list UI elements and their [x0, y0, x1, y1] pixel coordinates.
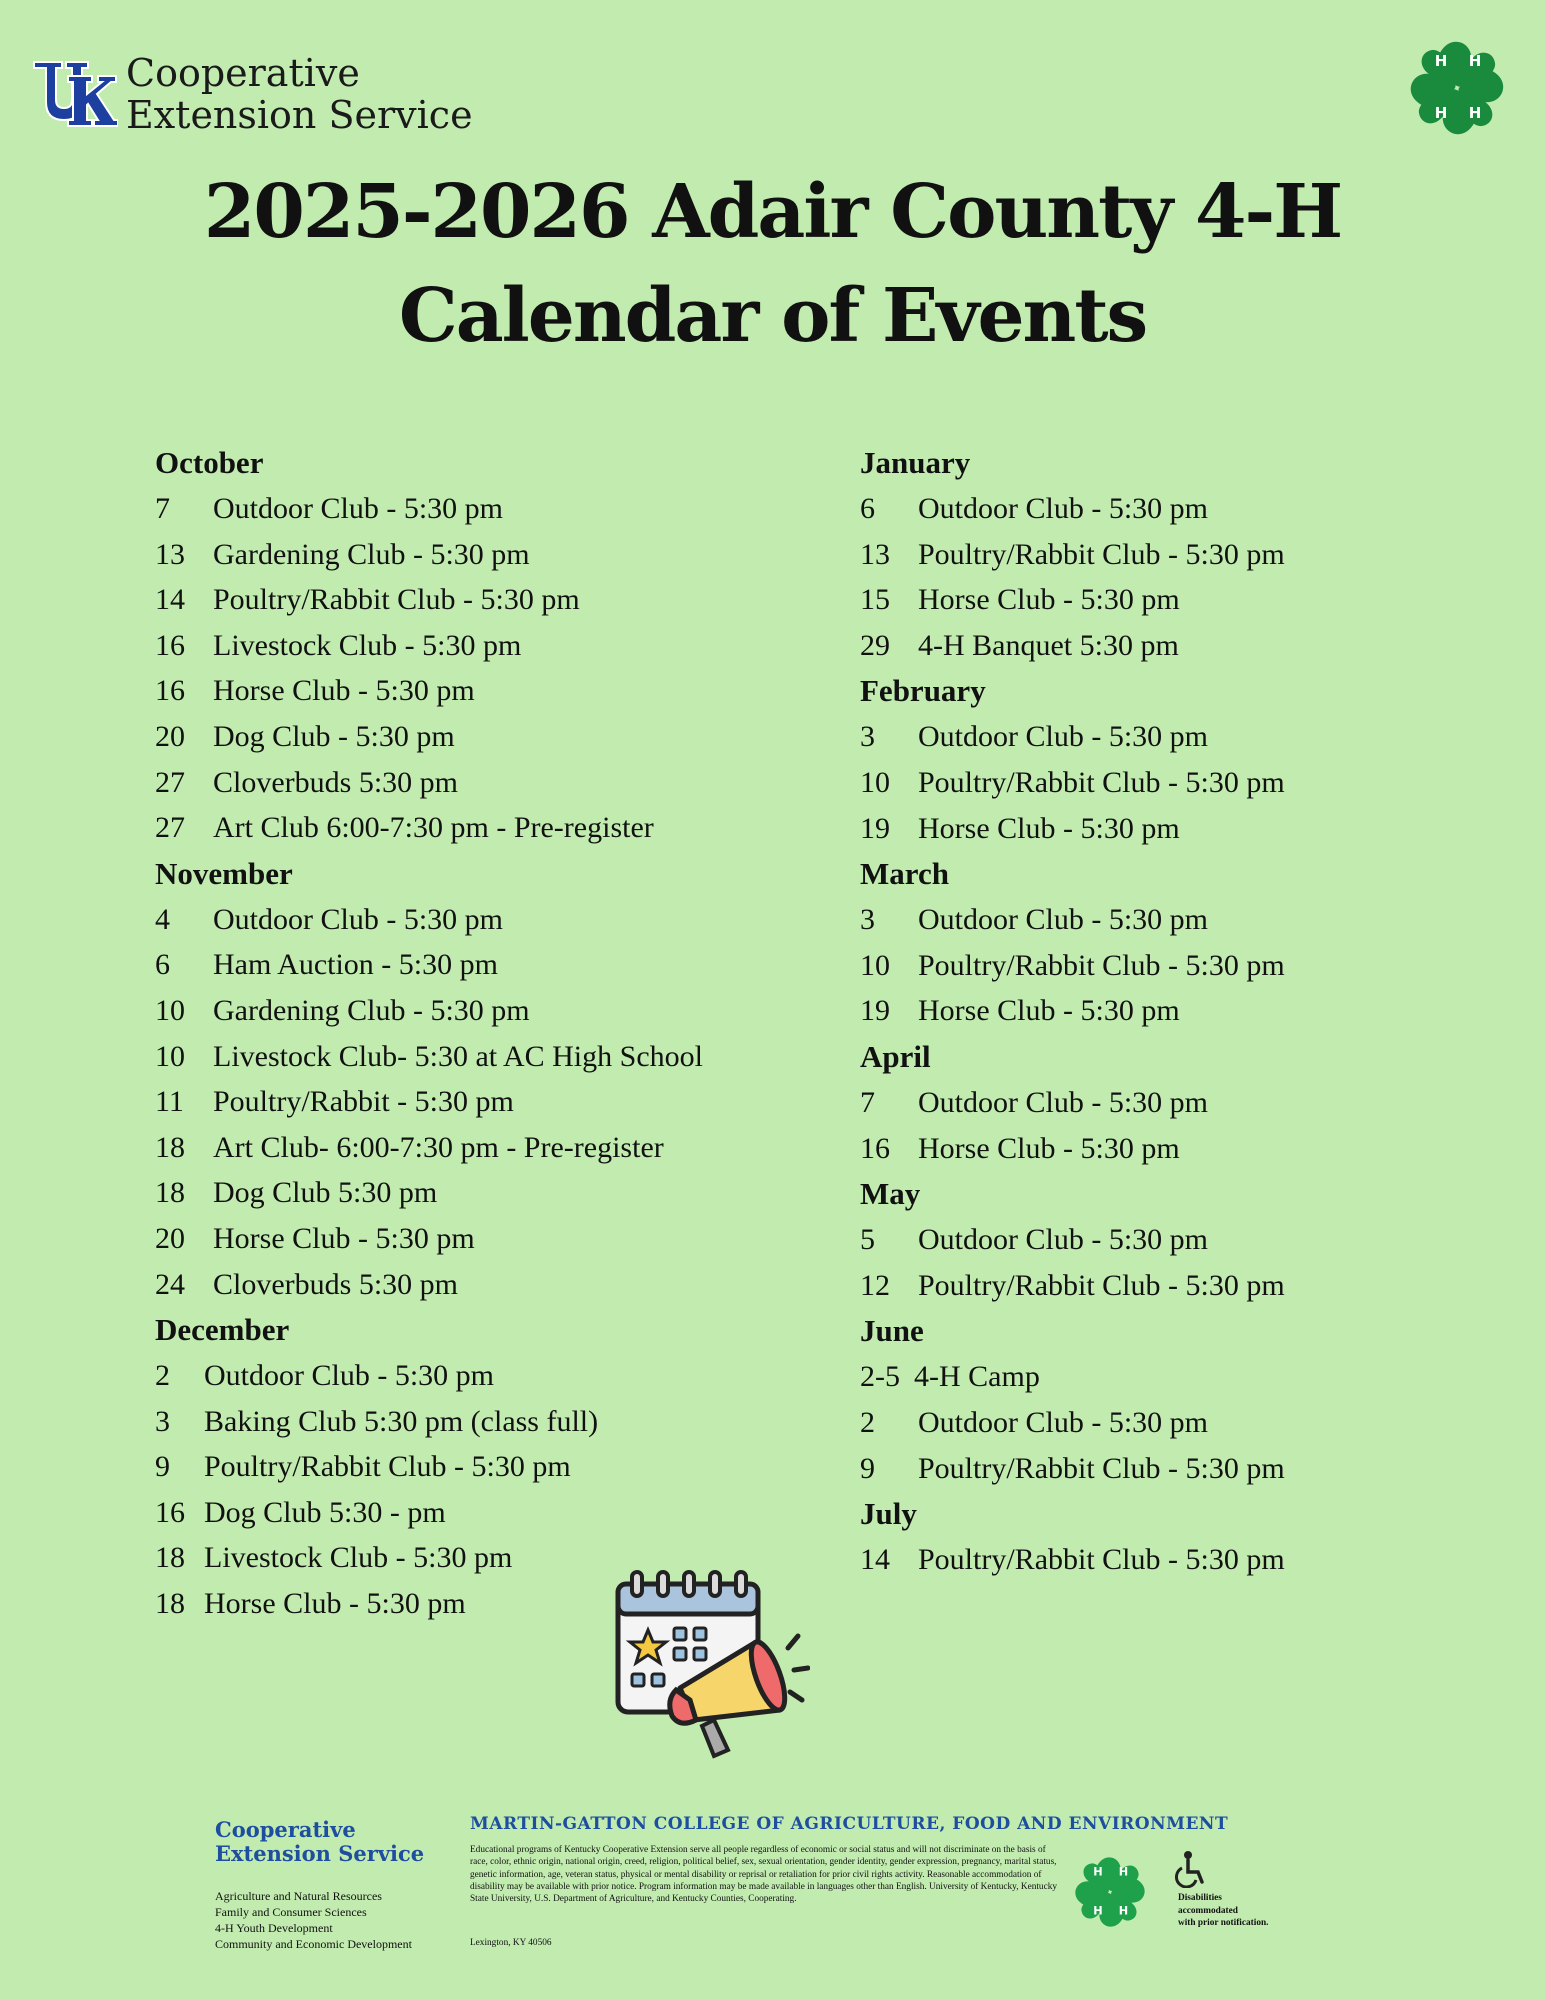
- event-text: Horse Club - 5:30 pm: [213, 674, 475, 708]
- event-row: [860, 1080, 1480, 1126]
- event-day: 14: [155, 583, 185, 617]
- page-title: [0, 160, 1545, 368]
- month-heading: November: [155, 855, 293, 891]
- event-row: [860, 943, 1480, 989]
- event-text: Poultry/Rabbit Club - 5:30 pm: [918, 1543, 1285, 1577]
- svg-text:H: H: [1118, 1904, 1129, 1918]
- event-text: Outdoor Club - 5:30 pm: [213, 492, 503, 525]
- footer-ces-line-1: Cooperative: [215, 1817, 356, 1842]
- event-row: [860, 1217, 1480, 1263]
- event-day: 7: [860, 1085, 875, 1119]
- uk-logo-icon: [32, 58, 118, 130]
- event-text: Dog Club 5:30 pm: [213, 1176, 438, 1210]
- left-calendar-column: [155, 440, 775, 1627]
- month-heading: January: [860, 445, 971, 480]
- event-text: Outdoor Club - 5:30 pm: [918, 1085, 1208, 1119]
- month-heading: March: [860, 856, 949, 892]
- event-text: Outdoor Club - 5:30 pm: [918, 720, 1208, 754]
- event-day: 29: [860, 628, 890, 662]
- event-row: [155, 1079, 775, 1125]
- event-day: 10: [860, 948, 890, 982]
- event-text: Livestock Club - 5:30 pm: [213, 628, 522, 662]
- event-day: 7: [155, 492, 170, 525]
- event-row: [155, 1490, 775, 1536]
- event-text: Cloverbuds 5:30 pm: [213, 1267, 458, 1301]
- title-line-2: Calendar of Events: [398, 273, 1147, 359]
- event-text: Outdoor Club - 5:30 pm: [918, 492, 1208, 525]
- event-day: 12: [860, 1268, 890, 1302]
- event-text: Poultry/Rabbit Club - 5:30 pm: [918, 1451, 1285, 1485]
- month-february: [860, 668, 1480, 851]
- title-line-1: 2025-2026 Adair County 4-H: [203, 169, 1342, 255]
- event-row: [860, 1446, 1480, 1492]
- event-text: Poultry/Rabbit Club - 5:30 pm: [213, 583, 580, 617]
- event-day: 2-5: [860, 1360, 900, 1394]
- event-row: [860, 760, 1480, 806]
- svg-text:H: H: [1468, 52, 1482, 70]
- month-may: [860, 1171, 1480, 1308]
- event-row: [155, 988, 775, 1034]
- org-line-2: Extension Service: [126, 93, 473, 137]
- event-row: [155, 1262, 775, 1308]
- event-text: Livestock Club - 5:30 pm: [204, 1541, 513, 1575]
- event-day: 27: [155, 765, 185, 799]
- event-day: 15: [860, 583, 890, 617]
- event-day: 16: [155, 1495, 185, 1529]
- right-calendar-column: [860, 440, 1480, 1583]
- month-november: [155, 851, 775, 1307]
- disabilities-line: accommodated: [1178, 1905, 1238, 1916]
- event-text: Dog Club 5:30 - pm: [204, 1495, 446, 1529]
- event-text: Poultry/Rabbit Club - 5:30 pm: [918, 537, 1285, 571]
- svg-text:H: H: [1434, 52, 1448, 70]
- event-row: [155, 668, 775, 714]
- svg-text:H: H: [1093, 1865, 1103, 1879]
- event-row: [860, 1354, 1480, 1400]
- event-text: Baking Club 5:30 pm (class full): [204, 1404, 599, 1438]
- footer: [0, 1800, 1545, 2000]
- event-day: 16: [860, 1131, 890, 1165]
- month-march: [860, 851, 1480, 1034]
- svg-text:H: H: [1093, 1904, 1103, 1918]
- event-text: Ham Auction - 5:30 pm: [213, 948, 498, 982]
- month-heading: May: [860, 1176, 921, 1212]
- event-row: [860, 1126, 1480, 1172]
- event-day: 3: [860, 720, 875, 754]
- nondiscrimination-statement: Educational programs of Kentucky Cooperative Extension serve all people regardless of economic or social status and will not discriminate on the basis of race, color, ethnic origin, national origin, creed, religion, political belief, sex, sexual orientation, gender identity, gender expression, pregnancy, marital status, genetic information, age, veteran status, physical or mental disability or reprisal or retaliation for prior civil rights activity. Reasonable accommodation of disability may be available with prior notice. Program information may be made available in languages other than English. University of Kentucky, Kentucky State University, U.S. Department of Agriculture, and Kentucky Counties, Cooperating.: [470, 1845, 1058, 1905]
- footer-program-units: [215, 1888, 412, 1952]
- month-january: [860, 440, 1480, 668]
- calendar-megaphone-icon: [610, 1570, 810, 1770]
- event-row: [155, 1034, 775, 1080]
- event-row: [155, 1216, 775, 1262]
- event-day: 6: [155, 948, 170, 982]
- month-july: [860, 1491, 1480, 1583]
- org-line-1: Cooperative: [126, 51, 360, 95]
- event-row: [155, 1444, 775, 1490]
- event-row: [860, 1263, 1480, 1309]
- event-day: 3: [860, 903, 875, 937]
- disabilities-line: with prior notification.: [1178, 1918, 1269, 1928]
- event-text: Horse Club - 5:30 pm: [918, 583, 1180, 617]
- program-unit: Agriculture and Natural Resources: [215, 1889, 382, 1903]
- event-row: [155, 760, 775, 806]
- event-day: 16: [155, 628, 185, 662]
- footer-ces-line-2: Extension Service: [215, 1841, 425, 1866]
- event-text: Dog Club - 5:30 pm: [213, 719, 455, 753]
- disabilities-line: Disabilities: [1178, 1893, 1222, 1903]
- month-heading: October: [155, 445, 264, 480]
- footer-extension-name: [215, 1818, 424, 1866]
- event-day: 10: [155, 993, 185, 1027]
- event-text: Outdoor Club - 5:30 pm: [213, 902, 503, 936]
- event-day: 19: [860, 811, 890, 845]
- event-row: [155, 942, 775, 988]
- month-heading: July: [860, 1496, 917, 1532]
- event-text: Livestock Club- 5:30 at AC High School: [213, 1039, 703, 1073]
- program-unit: 4-H Youth Development: [215, 1921, 333, 1935]
- event-day: 11: [155, 1085, 184, 1119]
- event-day: 24: [155, 1267, 185, 1301]
- program-unit: Family and Consumer Sciences: [215, 1905, 367, 1919]
- event-row: [860, 486, 1480, 532]
- event-day: 18: [155, 1176, 185, 1210]
- event-text: Outdoor Club - 5:30 pm: [204, 1359, 494, 1393]
- event-text: Poultry/Rabbit Club - 5:30 pm: [918, 1268, 1285, 1302]
- event-row: [155, 623, 775, 669]
- month-heading: April: [860, 1038, 931, 1074]
- month-june: [860, 1308, 1480, 1491]
- event-row: [860, 806, 1480, 852]
- event-day: 9: [860, 1451, 875, 1485]
- event-day: 13: [860, 537, 890, 571]
- event-row: [155, 1353, 775, 1399]
- event-day: 16: [155, 674, 185, 708]
- event-day: 13: [155, 537, 185, 571]
- event-text: Art Club 6:00-7:30 pm - Pre-register: [213, 811, 654, 845]
- event-row: [860, 1537, 1480, 1583]
- event-row: [860, 623, 1480, 669]
- event-day: 18: [155, 1130, 185, 1164]
- event-text: Horse Club - 5:30 pm: [918, 1131, 1180, 1165]
- event-text: Horse Club - 5:30 pm: [213, 1221, 475, 1255]
- event-text: Cloverbuds 5:30 pm: [213, 765, 458, 799]
- event-day: 20: [155, 719, 185, 753]
- uk-extension-logo: [32, 52, 473, 136]
- event-row: [860, 714, 1480, 760]
- month-october: [155, 440, 775, 851]
- event-row: [155, 805, 775, 851]
- event-text: Poultry/Rabbit Club - 5:30 pm: [918, 765, 1285, 799]
- event-text: Poultry/Rabbit Club - 5:30 pm: [918, 948, 1285, 982]
- event-row: [155, 897, 775, 943]
- 4h-clover-icon: [1401, 32, 1513, 144]
- accessibility-icon: [1174, 1850, 1208, 1888]
- event-day: 4: [155, 902, 170, 936]
- event-row: [155, 532, 775, 578]
- event-text: Gardening Club - 5:30 pm: [213, 993, 530, 1027]
- event-day: 27: [155, 811, 185, 845]
- event-text: Horse Club - 5:30 pm: [918, 811, 1180, 845]
- event-row: [860, 897, 1480, 943]
- event-day: 6: [860, 492, 875, 525]
- footer-address: Lexington, KY 40506: [470, 1938, 552, 1948]
- event-row: [155, 714, 775, 760]
- event-text: Poultry/Rabbit Club - 5:30 pm: [204, 1450, 571, 1484]
- event-text: Horse Club - 5:30 pm: [918, 994, 1180, 1028]
- event-day: 3: [155, 1404, 170, 1438]
- event-day: 10: [860, 765, 890, 799]
- 4h-clover-footer-icon: [1068, 1850, 1152, 1934]
- event-row: [860, 577, 1480, 623]
- event-day: 18: [155, 1587, 185, 1621]
- month-heading: June: [860, 1313, 924, 1349]
- event-row: [860, 1400, 1480, 1446]
- college-name: MARTIN-GATTON COLLEGE OF AGRICULTURE, FOOD AND ENVIRONMENT: [470, 1814, 1229, 1834]
- event-day: 18: [155, 1541, 185, 1575]
- event-text: Horse Club - 5:30 pm: [204, 1587, 466, 1621]
- event-text: 4-H Banquet 5:30 pm: [918, 628, 1179, 662]
- event-day: 10: [155, 1039, 185, 1073]
- event-text: Poultry/Rabbit - 5:30 pm: [213, 1085, 514, 1119]
- svg-text:H: H: [1434, 104, 1448, 122]
- event-row: [155, 486, 775, 532]
- month-heading: December: [155, 1312, 290, 1348]
- extension-service-name: [126, 52, 473, 136]
- event-text: Art Club- 6:00-7:30 pm - Pre-register: [213, 1130, 664, 1164]
- event-day: 2: [860, 1405, 875, 1439]
- event-day: 14: [860, 1543, 890, 1577]
- event-text: Gardening Club - 5:30 pm: [213, 537, 530, 571]
- event-text: 4-H Camp: [914, 1360, 1040, 1394]
- event-row: [860, 988, 1480, 1034]
- event-day: 9: [155, 1450, 170, 1484]
- event-day: 2: [155, 1359, 170, 1393]
- event-day: 5: [860, 1223, 875, 1257]
- month-heading: February: [860, 673, 986, 709]
- svg-text:H: H: [1118, 1865, 1129, 1879]
- event-day: 19: [860, 994, 890, 1028]
- event-row: [860, 532, 1480, 578]
- event-row: [155, 1125, 775, 1171]
- event-text: Outdoor Club - 5:30 pm: [918, 1223, 1208, 1257]
- program-unit: Community and Economic Development: [215, 1937, 412, 1951]
- event-text: Outdoor Club - 5:30 pm: [918, 1405, 1208, 1439]
- event-text: Outdoor Club - 5:30 pm: [918, 903, 1208, 937]
- svg-text:H: H: [1468, 104, 1482, 122]
- event-row: [155, 577, 775, 623]
- disabilities-notice: [1178, 1892, 1268, 1930]
- event-row: [155, 1399, 775, 1445]
- event-day: 20: [155, 1221, 185, 1255]
- event-row: [155, 1170, 775, 1216]
- month-april: [860, 1034, 1480, 1171]
